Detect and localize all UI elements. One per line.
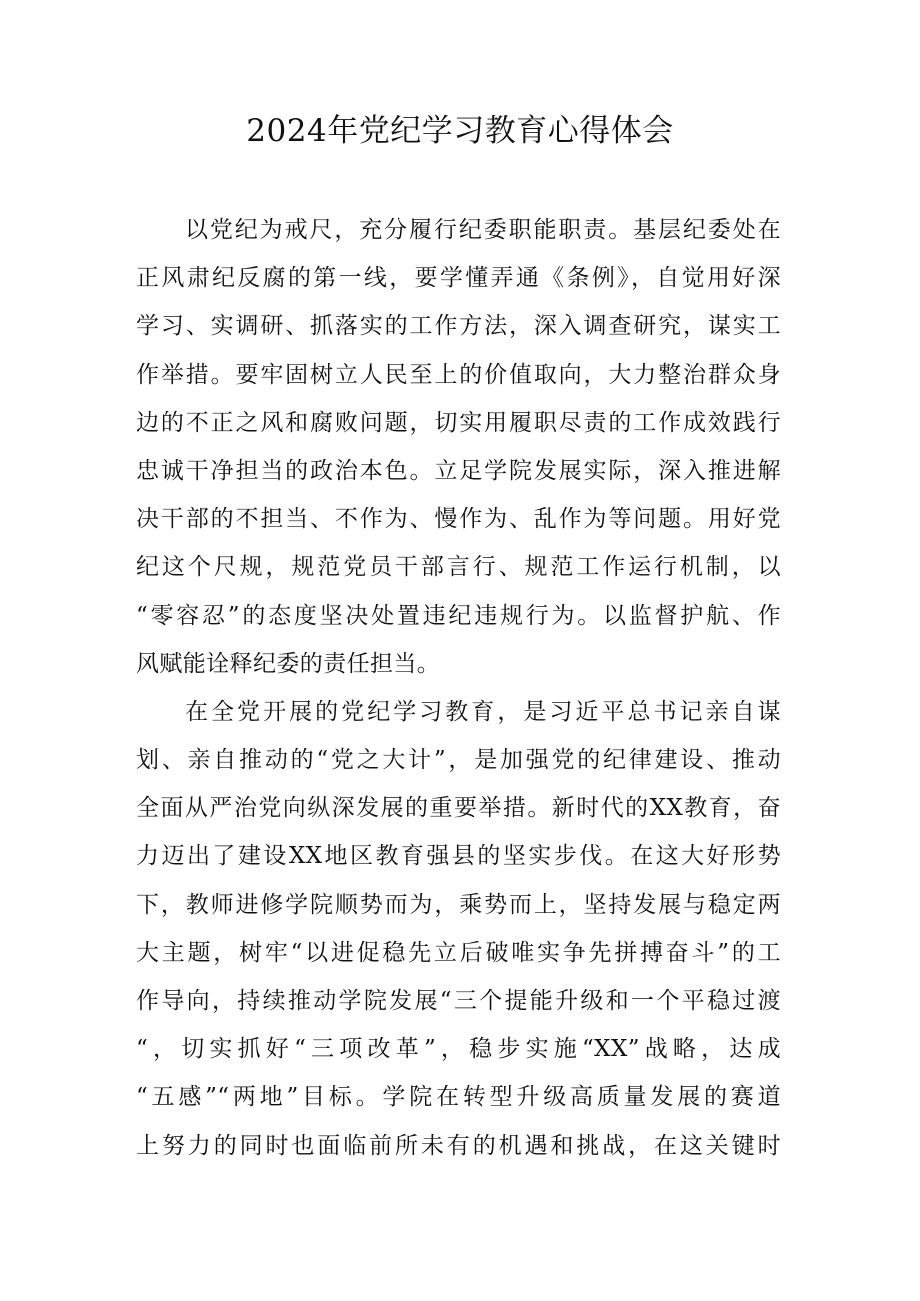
text-line: 力迈出了建设XX地区教育强县的坚实步伐。在这大好形势: [136, 843, 781, 870]
text-line: “五感”“两地”目标。学院在转型升级高质量发展的赛道: [136, 1084, 781, 1111]
text-line: 风赋能诠释纪委的责任担当。: [136, 650, 441, 677]
paragraph: [136, 206, 781, 688]
text-line: 正风肃纪反腐的第一线，要学懂弄通《条例》，自觉用好深: [136, 265, 781, 292]
text-line: “零容忍”的态度坚决处置违纪违规行为。以监督护航、作: [136, 602, 781, 629]
text-line: 忠诚干净担当的政治本色。立足学院发展实际，深入推进解: [136, 457, 781, 484]
text-line: 大主题，树牢“以进促稳先立后破唯实争先拼搏奋斗”的工: [136, 939, 781, 966]
text-line: 边的不正之风和腐败问题，切实用履职尽责的工作成效践行: [136, 409, 781, 436]
text-line: 作举措。要牢固树立人民至上的价值取向，大力整治群众身: [136, 361, 781, 388]
text-line: 作导向，持续推动学院发展“三个提能升级和一个平稳过渡: [136, 988, 781, 1014]
text-line: 纪这个尺规，规范党员干部言行、规范工作运行机制，以: [136, 554, 781, 581]
text-line: 决干部的不担当、不作为、慢作为、乱作为等问题。用好党: [136, 506, 781, 533]
paragraph: [136, 688, 781, 1170]
text-line: 下，教师进修学院顺势而为，乘势而上，坚持发展与稳定两: [136, 891, 781, 918]
document-body: [136, 206, 781, 1170]
text-line: “，切实抓好“三项改革”，稳步实施“XX”战略，达成: [136, 1036, 781, 1063]
text-line: 划、亲自推动的“党之大计”，是加强党的纪律建设、推动: [136, 747, 781, 774]
text-line: 在全党开展的党纪学习教育，是习近平总书记亲自谋: [185, 698, 781, 725]
text-line: 全面从严治党向纵深发展的重要举措。新时代的XX教育，奋: [136, 795, 781, 822]
text-line: 以党纪为戒尺，充分履行纪委职能职责。基层纪委处在: [185, 217, 781, 243]
text-line: 学习、实调研、抓落实的工作方法，深入调查研究，谋实工: [136, 313, 781, 340]
text-line: 上努力的同时也面临前所未有的机遇和挑战，在这关键时: [136, 1132, 781, 1159]
document-title: 2024年党纪学习教育心得体会: [246, 113, 674, 149]
